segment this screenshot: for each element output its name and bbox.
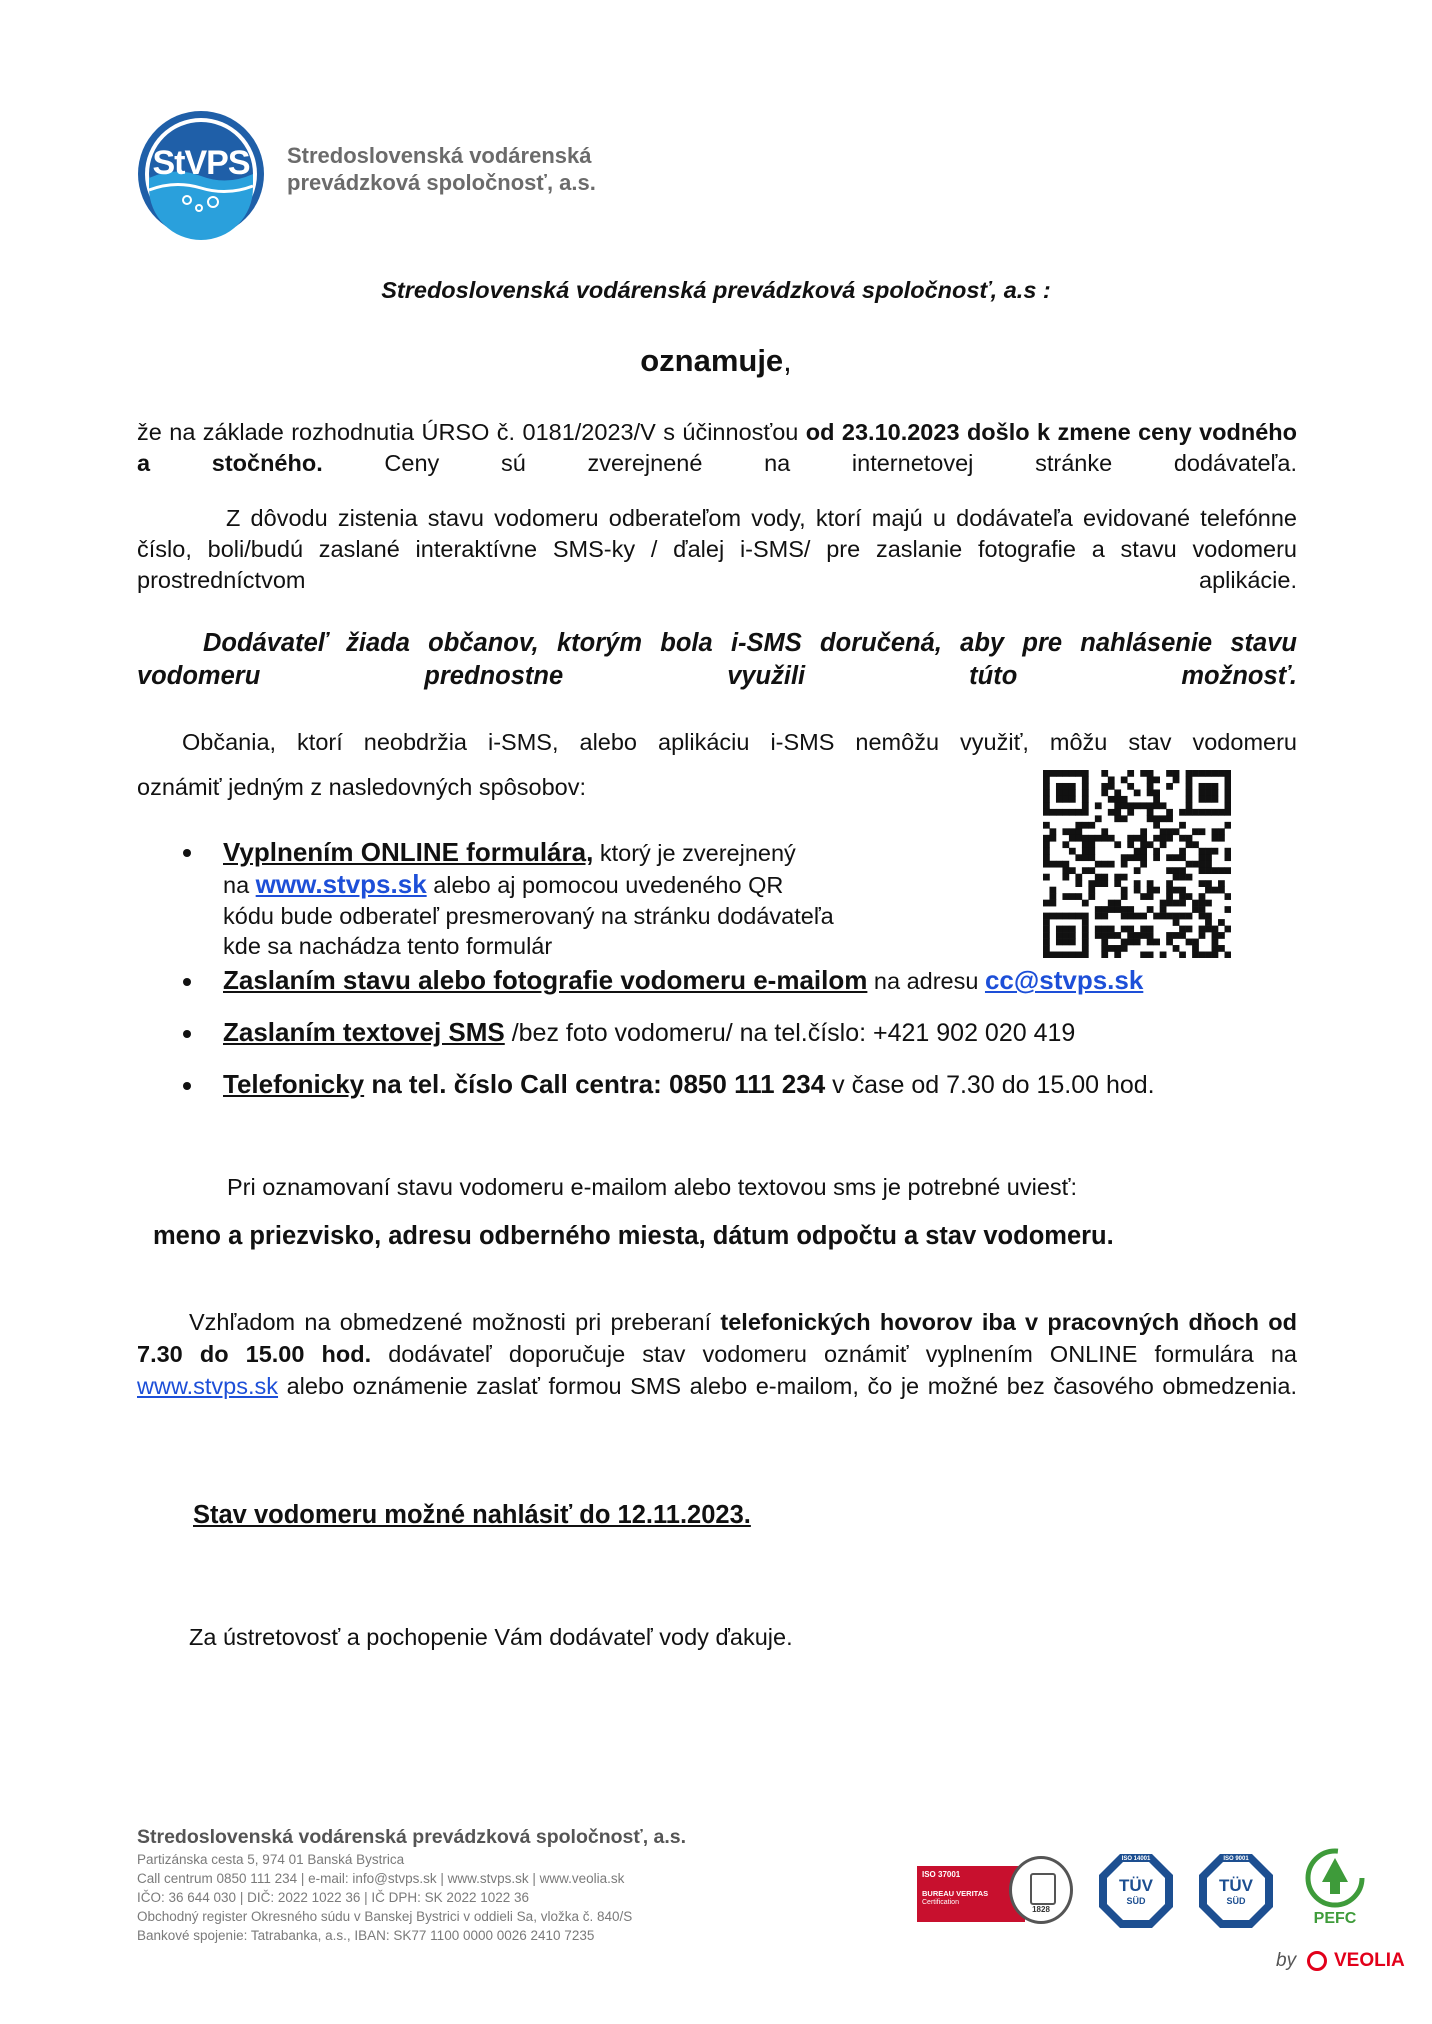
p7-a: Vzhľadom na obmedzené možnosti pri preberaní — [189, 1309, 721, 1335]
tuv1-iso: ISO 14001 — [1121, 1856, 1151, 1862]
footer-company: Stredoslovenská vodárenská prevádzková spoločnosť, a.s. — [137, 1826, 687, 1848]
footer-contact: Call centrum 0850 111 234 | e-mail: info@stvps.sk | www.stvps.sk | www.veolia.sk — [137, 1871, 625, 1886]
paragraph-price-change — [137, 417, 1297, 510]
tuv1-sub: SÜD — [1126, 1896, 1146, 1906]
website-link-1[interactable]: www.stvps.sk — [255, 869, 427, 899]
bullet-4-dot — [183, 1082, 191, 1090]
tuv2-sub: SÜD — [1226, 1896, 1246, 1906]
b1-na: na — [223, 872, 256, 898]
veolia-text: VEOLIA — [1333, 1950, 1405, 1971]
paragraph-request: Dodávateľ žiada občanov, ktorým bola i-SMS doručená, aby pre nahlásenie stavu vodomeru prednostne využili túto možnosť. — [137, 629, 1297, 690]
footer-address: Partizánska cesta 5, 974 01 Banská Bystrica — [137, 1852, 405, 1867]
website-link-2[interactable]: www.stvps.sk — [137, 1373, 279, 1399]
sms-method-title: Zaslaním textovej SMS — [223, 1017, 505, 1047]
paragraph-alternatives-line1: Občania, ktorí neobdržia i-SMS, alebo aplikáciu i-SMS nemôžu využiť, môžu stav vodomeru — [182, 729, 1297, 755]
bullet-online-form-line1 — [223, 837, 903, 869]
pefc-badge — [1300, 1848, 1370, 1934]
footer-bank: Bankové spojenie: Tatrabanka, a.s., IBAN: SK77 1100 0000 0026 2410 7235 — [137, 1928, 595, 1943]
bullet-phone — [223, 1067, 1155, 1102]
bullet-online-form-line4: kde sa nachádza tento formulár — [223, 933, 553, 959]
b2-rest: na adresu — [867, 968, 985, 994]
pefc-text: PEFC — [1313, 1910, 1357, 1927]
bv-iso: ISO 37001 — [922, 1870, 961, 1879]
pefc-tree-icon — [1300, 1848, 1370, 1910]
page-title-suffix: , — [783, 343, 792, 378]
paragraph-recommendation — [137, 1306, 1297, 1434]
bureau-veritas-badge — [917, 1856, 1073, 1924]
bv-year: 1828 — [1032, 1905, 1050, 1914]
required-fields-line: meno a priezvisko, adresu odberného miesta, dátum odpočtu a stav vodomeru. — [153, 1222, 1114, 1250]
bv-seal-icon — [1009, 1856, 1073, 1924]
email-method-title: Zaslaním stavu alebo fotografie vodomeru e-mailom — [223, 965, 868, 995]
p7-bold: telefonických hovorov iba v pracovných dňoch od 7.30 do 15.00 hod. — [137, 1309, 1297, 1367]
paragraph-alternatives-line2: oznámiť jedným z nasledovných spôsobov: — [137, 774, 587, 800]
company-name-line2: prevádzková spoločnosť, a.s. — [287, 170, 596, 195]
bullet-online-form-line2 — [223, 869, 783, 901]
qr-code-icon — [1043, 770, 1231, 958]
bullet-email — [223, 963, 1143, 998]
closing-line: Za ústretovosť a pochopenie Vám dodávateľ vody ďakuje. — [189, 1624, 793, 1650]
page-title — [0, 343, 1432, 379]
b3-rest: /bez foto vodomeru/ na tel.číslo: +421 902 020 419 — [504, 1019, 1076, 1047]
b1-rest-1: ktorý je zverejnený — [593, 840, 796, 866]
p1-text-c: Ceny sú zverejnené na internetovej stránke dodávateľa. — [322, 450, 1297, 476]
footer-register: Obchodný register Okresného súdu v Banskej Bystrici v oddieli Sa, vložka č. 840/S — [137, 1909, 633, 1924]
bullet-1-dot — [183, 849, 191, 857]
issuer-line: Stredoslovenská vodárenská prevádzková spoločnosť, a.s : — [381, 277, 1051, 303]
b1-rest-2: alebo aj pomocou uvedeného QR — [426, 872, 784, 898]
paragraph-required-info: Pri oznamovaní stavu vodomeru e-mailom alebo textovou sms je potrebné uviesť: — [227, 1174, 1078, 1200]
p1-text-bold: od 23.10.2023 došlo k zmene ceny vodného a stočného. — [137, 419, 1297, 476]
page-title-text: oznamuje — [640, 343, 784, 378]
tuv2-iso: ISO 9001 — [1223, 1856, 1249, 1862]
phone-method-title: Telefonicky — [223, 1069, 365, 1099]
b4-bold: na tel. číslo Call centra: 0850 111 234 — [364, 1069, 826, 1099]
company-logo — [135, 108, 267, 240]
qr-code[interactable] — [1043, 770, 1231, 958]
p1-text-a: že na základe rozhodnutia ÚRSO č. 0181/2023/V s účinnosťou — [137, 419, 806, 445]
paragraph-isms-info: Z dôvodu zistenia stavu vodomeru odberateľom vody, ktorí majú u dodávateľa evidované telefónne číslo, boli/budú zaslané interaktívne SMS-ky / ďalej i-SMS/ pre zaslanie fotografie a stavu vodomeru prostredníctvom aplikácie. — [137, 505, 1297, 593]
footer-ids: IČO: 36 644 030 | DIČ: 2022 1022 36 | IČ DPH: SK 2022 1022 36 — [137, 1890, 530, 1905]
tuv-iso14001-badge — [1097, 1852, 1175, 1930]
tuv2-text: TÜV — [1219, 1876, 1253, 1895]
email-link[interactable]: cc@stvps.sk — [984, 965, 1144, 995]
b4-rest: v čase od 7.30 do 15.00 hod. — [825, 1071, 1155, 1099]
by-veolia — [1276, 1950, 1405, 1982]
bullet-3-dot — [183, 1030, 191, 1038]
logo-text: StVPS — [152, 144, 250, 182]
tuv1-text: TÜV — [1119, 1876, 1153, 1895]
company-name-line1: Stredoslovenská vodárenská — [287, 143, 592, 168]
p7-c: dodávateľ doporučuje stav vodomeru oznámiť vyplnením ONLINE formulára na — [371, 1341, 1297, 1367]
deadline-notice: Stav vodomeru možné nahlásiť do 12.11.2023. — [193, 1501, 751, 1529]
p7-d: alebo oznámenie zaslať formou SMS alebo e-mailom, čo je možné bez časového obmedzenia. — [278, 1373, 1297, 1399]
bullet-sms — [223, 1015, 1075, 1050]
online-form-link[interactable]: Vyplnením ONLINE formulára, — [223, 837, 594, 867]
bullet-2-dot — [183, 978, 191, 986]
veolia-icon — [1307, 1951, 1327, 1971]
bv-name: BUREAU VERITAS — [922, 1889, 989, 1898]
by-text: by — [1276, 1950, 1297, 1971]
tuv-iso9001-badge — [1197, 1852, 1275, 1930]
bullet-online-form-line3: kódu bude odberateľ presmerovaný na stránku dodávateľa — [223, 903, 834, 929]
bv-cert: Certification — [922, 1899, 959, 1906]
footer-block — [137, 1824, 686, 1945]
